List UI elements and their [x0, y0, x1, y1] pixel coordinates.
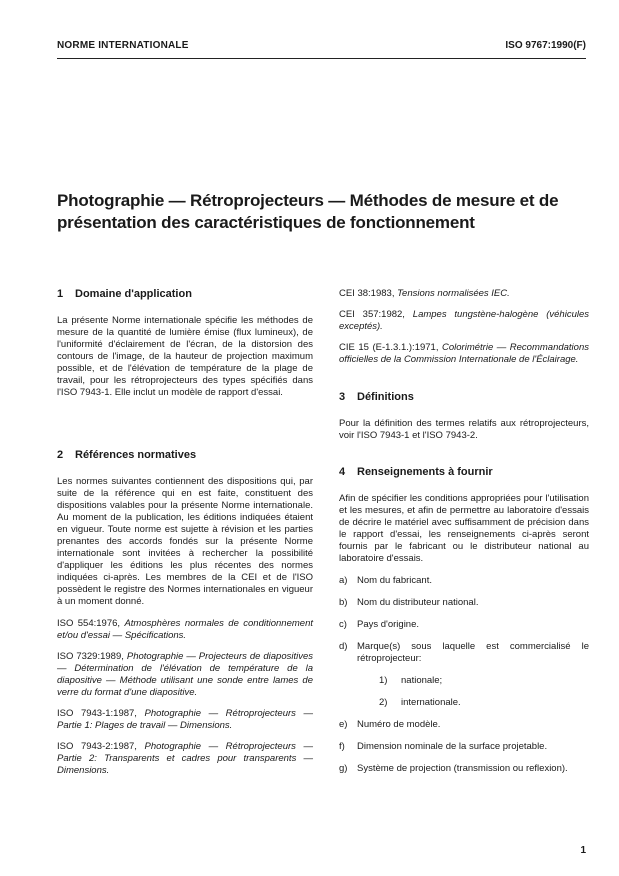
left-column: [57, 288, 313, 786]
header-rule: [57, 58, 586, 59]
reference-code: ISO 7329:1989,: [57, 651, 124, 662]
list-key: e): [339, 719, 348, 730]
list-item: [339, 575, 589, 587]
sub-list-item: [379, 697, 589, 709]
reference-title: Lampes tungstène-halogène (véhicules exceptés).: [339, 309, 589, 332]
list-key: d): [339, 641, 348, 652]
reference-item: [339, 309, 589, 333]
list-key: c): [339, 619, 347, 630]
section-number: 4: [339, 466, 346, 478]
reference-item: [57, 651, 313, 699]
section-number: 2: [57, 449, 64, 461]
section-title: Définitions: [357, 391, 414, 403]
page-header: [57, 38, 586, 52]
header-right: ISO 9767:1990(F): [505, 40, 586, 51]
reference-item: [339, 342, 589, 366]
list-text: Nom du fabricant.: [357, 575, 432, 586]
reference-code: CIE 15 (E-1.3.1.):1971,: [339, 342, 439, 353]
list-text: Système de projection (transmission ou reflexion).: [357, 763, 568, 774]
section-number: 1: [57, 288, 64, 300]
reference-item: [57, 708, 313, 732]
section-2-body: Les normes suivantes contiennent des dispositions qui, par suite de la référence qui en est faite, constituent des dispositions valables pour la présente Norme internationale. Au moment de la publication, les éditions indiquées étaient en vigueur. Toute norme est sujette à révision et les parties prenantes des accords fondés sur la présente Norme internationale sont invitées à rechercher la possibilité d'appliquer les éditions les plus récentes des normes indiquées ci-après. Les membres de la CEI et de l'ISO possèdent le registre des Normes internationales en vigueur à un moment donné.: [57, 476, 313, 607]
list-key: 2): [379, 697, 388, 708]
section-3-heading: [339, 391, 589, 403]
section-1-heading: [57, 288, 313, 300]
list-item: [339, 641, 589, 665]
reference-item: [57, 618, 313, 642]
reference-title: Atmosphères normales de conditionnement et/ou d'essai — Spécifications.: [57, 618, 313, 641]
list-key: f): [339, 741, 345, 752]
reference-item: [57, 741, 313, 777]
document-title: Photographie — Rétroprojecteurs — Méthodes de mesure et de présentation des caractéristiques de fonctionnement: [57, 191, 559, 232]
section-number: 3: [339, 391, 346, 403]
section-title: Domaine d'application: [75, 288, 192, 300]
header-left: NORME INTERNATIONALE: [57, 40, 189, 51]
reference-code: ISO 7943-1:1987,: [57, 708, 137, 719]
section-title: Références normatives: [75, 449, 197, 461]
list-item: [339, 741, 589, 753]
list-key: a): [339, 575, 348, 586]
section-title: Renseignements à fournir: [357, 466, 493, 478]
list-key: b): [339, 597, 348, 608]
list-text: Numéro de modèle.: [357, 719, 441, 730]
reference-title: Tensions normalisées IEC.: [397, 288, 510, 299]
reference-code: ISO 554:1976,: [57, 618, 121, 629]
list-item: [339, 719, 589, 731]
right-column: [339, 288, 589, 785]
reference-title: Colorimétrie — Recommandations officielles de la Commission Internationale de l'Éclairage.: [339, 342, 589, 365]
list-text: Marque(s) sous laquelle est commercialisé le rétroprojecteur:: [357, 641, 589, 664]
list-item: [339, 597, 589, 609]
reference-title: Photographie — Projecteurs de diapositives — Détermination de l'élévation de température de la diapositive — Méthode utilisant une sonde entre lames de verre du format d'une diapositive.: [57, 651, 313, 698]
list-item: [339, 763, 589, 775]
reference-code: CEI 357:1982,: [339, 309, 405, 320]
section-2-heading: [57, 449, 313, 461]
list-item: [339, 619, 589, 631]
reference-title: Photographie — Rétroprojecteurs — Partie 1: Plages de travail — Dimensions.: [57, 708, 313, 731]
reference-item: [339, 288, 589, 300]
section-4-heading: [339, 466, 589, 478]
list-text: Pays d'origine.: [357, 619, 420, 630]
list-key: 1): [379, 675, 388, 686]
reference-code: ISO 7943-2:1987,: [57, 741, 137, 752]
section-4-body: Afin de spécifier les conditions appropriées pour l'utilisation et les mesures, et afin de permettre au laboratoire d'essais de décrire le matériel avec suffisamment de précision dans le rapport d'essai, les renseignements ci-après seront fournis par le fabricant ou le distributeur national au laboratoire d'essais.: [339, 493, 589, 564]
page-number: 1: [580, 845, 586, 856]
list-text: Dimension nominale de la surface projetable.: [357, 741, 548, 752]
list-text: nationale;: [401, 675, 443, 686]
reference-title: Photographie — Rétroprojecteurs — Partie 2: Transparents et cadres pour transparents — Dimensions.: [57, 741, 313, 776]
section-1-body: La présente Norme internationale spécifie les méthodes de mesure de la quantité de lumière émise (flux lumineux), de l'uniformité d'éclairement de l'écran, de la distorsion des contours de l'image, de la hauteur de projection maximum possible, et de l'élévation de température de la plage de travail, pour les rétroprojecteurs des types spécifiés dans l'ISO 7943-1. Elle inclut un modèle de rapport d'essai.: [57, 315, 313, 398]
list-text: internationale.: [401, 697, 461, 708]
reference-code: CEI 38:1983,: [339, 288, 395, 299]
list-text: Nom du distributeur national.: [357, 597, 479, 608]
sub-list-item: [379, 675, 589, 687]
list-key: g): [339, 763, 348, 774]
section-3-body: Pour la définition des termes relatifs aux rétroprojecteurs, voir l'ISO 7943-1 et l'ISO 7943-2.: [339, 418, 589, 441]
